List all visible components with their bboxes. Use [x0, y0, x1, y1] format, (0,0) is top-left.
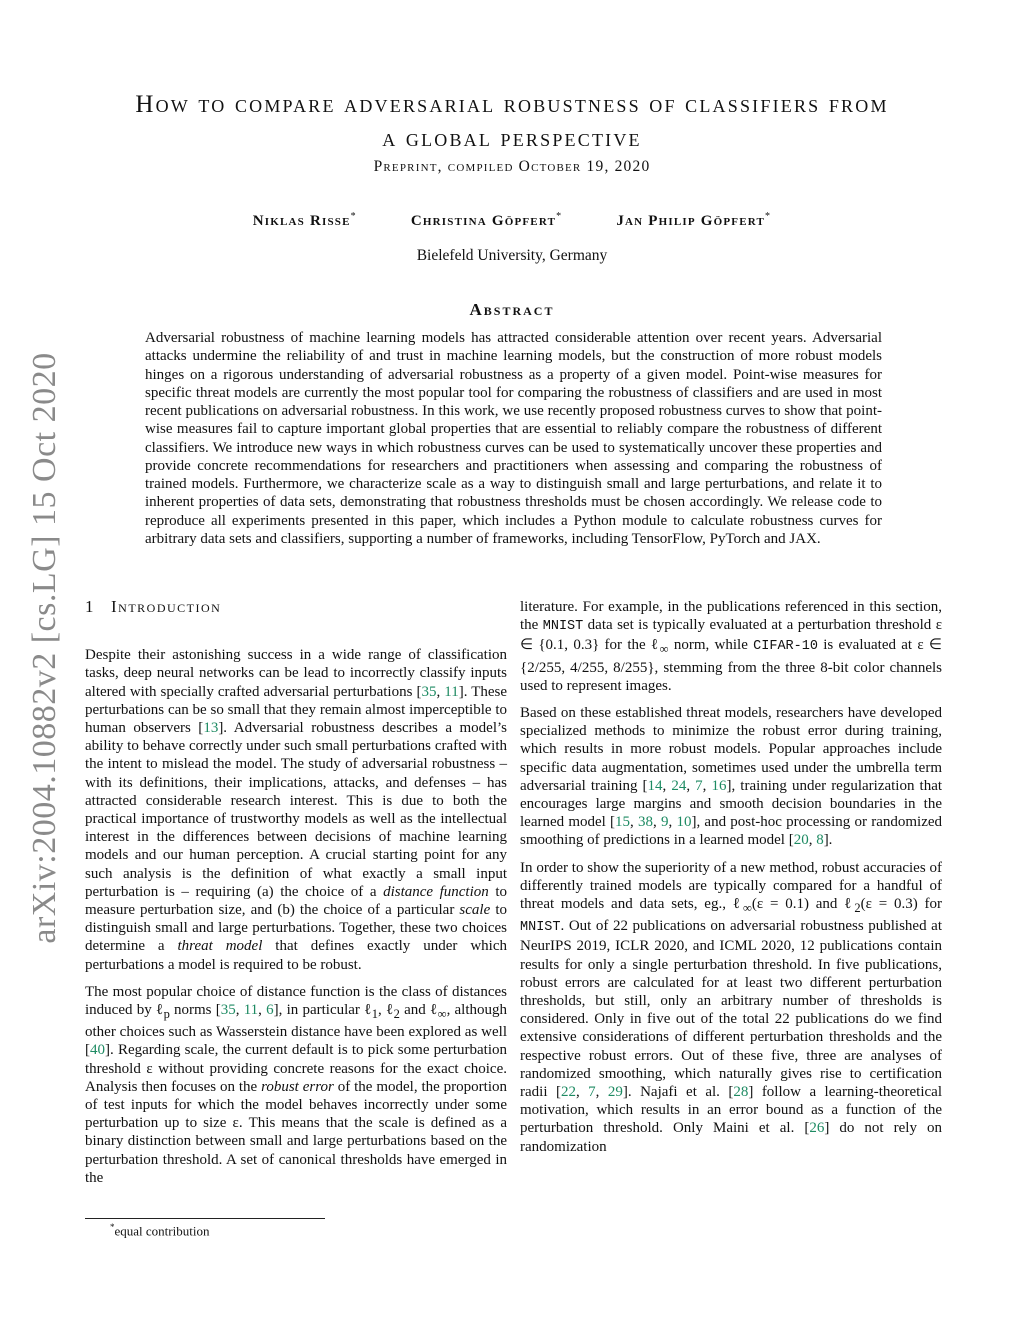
- text-run: ,: [653, 814, 661, 831]
- section-heading: [85, 598, 507, 616]
- text-run: ,: [808, 832, 817, 849]
- affiliation: Bielefeld University, Germany: [416, 247, 608, 264]
- text-run: ,: [686, 777, 696, 794]
- citation-link[interactable]: 22: [560, 1084, 576, 1101]
- section-title: Introduction: [111, 597, 222, 616]
- emphasis-text: distance function: [383, 883, 489, 900]
- footnote-rule: [85, 1218, 325, 1219]
- text-run: to measure perturbation size, and (b) the choice of a particular: [85, 883, 508, 919]
- math-subscript: ∞: [437, 1007, 447, 1022]
- citation-link[interactable]: 35: [421, 683, 437, 700]
- author: [253, 211, 357, 230]
- author: [411, 211, 562, 230]
- text-run: norm, while: [668, 637, 754, 654]
- citation-link[interactable]: 10: [676, 814, 692, 831]
- text-run: ]. These perturbations can be so small that they remain almost imperceptible to human observers [: [85, 683, 508, 737]
- citation-link[interactable]: 38: [638, 814, 654, 831]
- author-mark: *: [765, 211, 772, 222]
- text-run: and ℓ: [399, 1002, 438, 1019]
- citation-link[interactable]: 6: [266, 1002, 274, 1019]
- citation-link[interactable]: 9: [660, 814, 669, 831]
- paper-title: [0, 88, 1024, 156]
- text-run: ] follow a learning-theoretical motivation, which results in an error bound as a function of the perturbation threshold. Only Maini et al. [: [520, 1084, 942, 1137]
- text-run: to distinguish small and large perturbations. Together, these two choices determine a: [85, 902, 507, 955]
- text-run: ]. Adversarial robustness describes a model’s ability to behave correctly under such small perturbations crafted with the intent to mislead the model. The study of adversarial robustness – with its definitions, their implications, attacks, and defenses – has attracted considerable research interest. This is due to both the practical importance of trustworthy models as well as the intellectual interest in the differences between decisions of machine learning models and our human perception. A crucial starting point for any such analysis is the definition of what exactly a small input perturbation is – requiring (a) the choice of a: [85, 720, 507, 900]
- text-run: ,: [436, 683, 445, 700]
- abstract-text: Adversarial robustness of machine learning models has attracted considerable attention over recent years. Adversarial attacks undermine the reliability of and trust in machine learning models, but the construction of more robust models hinges on a rigorous understanding of adversarial robustness as a property of a given model. Point-wise measures for specific threat models are currently the most popular tool for comparing the robustness of classifiers and are used in most recent publications on adversarial robustness. In this work, we use recently proposed robustness curves to show that point-wise measures fail to capture important global properties that are essential to reliably compare the robustness of different classifiers. We introduce new ways in which robustness curves can be used to systematically uncover these properties and provide concrete recommendations for researchers and practitioners when assessing and comparing the robustness of trained models. Furthermore, we characterize scale as a way to distinguish small and large perturbations, and relate it to inherent properties of data sets, demonstrating that robustness thresholds must be chosen accordingly. We release code to reproduce all experiments presented in this paper, which includes a Python module to calculate robustness curves for arbitrary data sets and classifiers, supporting a number of frameworks, including TensorFlow, PyTorch and JAX.: [145, 330, 882, 547]
- dataset-name: MNIST: [542, 619, 584, 635]
- dataset-name: CIFAR-10: [753, 639, 818, 655]
- author-mark: *: [556, 211, 563, 222]
- citation-link[interactable]: 28: [733, 1084, 749, 1101]
- title-line-1: How to compare adversarial robustness of classifiers from: [135, 91, 889, 118]
- math-subscript: 2: [854, 901, 861, 916]
- text-run: of the model, the proportion of test inputs for which the model behaves incorrectly under some perturbation up to size ε. This means that the scale is defined as a binary distinction between small and large perturbations based on the perturbation threshold. A set of canonical thresholds have emerged in the: [85, 1078, 507, 1186]
- citation-link[interactable]: 29: [607, 1084, 623, 1101]
- text-run: , although other choices such as Wasserstein distance have been explored as well [: [85, 1002, 508, 1059]
- citation-link[interactable]: 20: [793, 832, 809, 849]
- math-subscript: 2: [393, 1007, 400, 1022]
- text-run: norms [: [169, 1002, 221, 1019]
- title-line-2: a global perspective: [382, 125, 642, 152]
- author: [616, 211, 771, 230]
- text-run: ,: [595, 1084, 608, 1101]
- citation-link[interactable]: 15: [615, 814, 631, 831]
- text-run: literature. For example, in the publications referenced in this section, the: [520, 599, 942, 634]
- section-number: 1: [85, 597, 95, 616]
- text-run: ,: [258, 1002, 267, 1019]
- text-run: ].: [823, 832, 833, 849]
- citation-link[interactable]: 13: [203, 720, 219, 737]
- math-subscript: ∞: [659, 642, 669, 657]
- footnote: [110, 1222, 209, 1239]
- footnote-text: equal contribution: [114, 1223, 210, 1239]
- text-run: ,: [235, 1002, 244, 1019]
- citation-link[interactable]: 7: [695, 777, 703, 794]
- author-name: Jan Philip Göpfert: [616, 213, 766, 229]
- citation-link[interactable]: 16: [711, 777, 727, 794]
- text-run: ,: [630, 814, 639, 831]
- citation-link[interactable]: 11: [243, 1002, 259, 1019]
- text-run: (ε = 0.1) and ℓ: [751, 896, 855, 913]
- text-run: ,: [702, 777, 712, 794]
- text-run: data set is typically evaluated at a perturbation threshold ε ∈ {0.1, 0.3} for the ℓ: [520, 617, 942, 654]
- text-run: ], training under regularization that encourages large margins and smooth decision boundaries in the learned model [: [520, 777, 943, 831]
- text-run: ], in particular ℓ: [273, 1002, 372, 1019]
- author-mark: *: [350, 211, 357, 222]
- text-run: ,: [668, 814, 677, 831]
- paragraph: [520, 859, 942, 1156]
- author-name: Christina Göpfert: [410, 213, 557, 229]
- paragraph: [85, 646, 507, 974]
- text-run: The most popular choice of distance function is the class of distances induced by ℓ: [85, 983, 507, 1019]
- paragraph: [520, 704, 942, 850]
- text-run: Despite their astonishing success in a wide range of classification tasks, deep neural networks can be lead to incorrectly classify inputs altered with specially crafted adversarial perturbations [: [85, 647, 507, 700]
- text-run: , ℓ: [378, 1002, 394, 1019]
- text-run: In order to show the superiority of a new method, robust accuracies of differently trained models are typically compared for a handful of threat models and data sets, eg., ℓ: [520, 859, 942, 913]
- right-column: [520, 598, 942, 1165]
- emphasis-text: robust error: [261, 1078, 334, 1095]
- citation-link[interactable]: 14: [647, 777, 663, 794]
- text-run: (ε = 0.3) for: [860, 896, 942, 913]
- paragraph: [520, 598, 942, 695]
- dataset-name: MNIST: [520, 920, 561, 936]
- citation-link[interactable]: 35: [220, 1002, 236, 1019]
- paragraph: [85, 983, 507, 1187]
- text-run: that defines exactly under which perturbations a model is required to be robust.: [85, 938, 507, 973]
- author-name: Niklas Risse: [252, 213, 351, 229]
- text-run: . Out of 22 publications on adversarial robustness published at NeurIPS 2019, ICLR 2020, and ICML 2020, 12 publications contain results for only a single perturbation threshold. In five publications, robust errors are calculated for at least two different perturbation thresholds, but still, only an arbitrary number of thresholds is considered. Only in five out of the total 22 publications do we find extensive considerations of different perturbation thresholds and the respective robust errors. Out of these five, three are analyses of randomized smoothing, which naturally gives rise to certification radii [: [520, 918, 942, 1101]
- math-subscript: ∞: [742, 901, 752, 916]
- emphasis-text: threat model: [177, 938, 263, 955]
- footnote-mark: *: [110, 1222, 115, 1232]
- text-run: is evaluated at ε ∈ {2/255, 4/255, 8/255}, stemming from the three 8-bit color channels used to represent images.: [520, 637, 942, 694]
- citation-link[interactable]: 40: [90, 1042, 105, 1059]
- author-list: [0, 211, 1024, 230]
- emphasis-text: scale: [459, 902, 491, 919]
- text-run: ]. Regarding scale, the current default is to pick some perturbation threshold ε without providing concrete reasons for the exact choice. Analysis then focuses on the: [85, 1042, 507, 1095]
- citation-link[interactable]: 8: [816, 832, 824, 849]
- citation-link[interactable]: 26: [809, 1120, 825, 1137]
- text-run: ,: [575, 1084, 589, 1101]
- text-run: ,: [662, 777, 672, 794]
- abstract-heading: Abstract: [469, 300, 555, 319]
- math-subscript: p: [163, 1007, 170, 1022]
- math-subscript: 1: [371, 1007, 379, 1022]
- preprint-date: Preprint, compiled October 19, 2020: [373, 158, 651, 175]
- arxiv-stamp: arXiv:2004.10882v2 [cs.LG] 15 Oct 2020: [26, 352, 63, 944]
- text-run: ]. Najafi et al. [: [622, 1084, 734, 1101]
- text-run: ], and post-hoc processing or randomized smoothing of predictions in a learned model [: [520, 814, 943, 849]
- text-run: ] do not rely on randomization: [520, 1120, 943, 1155]
- left-column: [85, 598, 507, 1196]
- citation-link[interactable]: 24: [671, 777, 687, 794]
- citation-link[interactable]: 11: [444, 683, 459, 700]
- text-run: Based on these established threat models, researchers have developed specialized methods to minimize the robust error during training, which results in more robust models. Popular approaches include specific data augmentation, sometimes used under the umbrella term adversarial training [: [520, 705, 942, 794]
- citation-link[interactable]: 7: [588, 1084, 596, 1101]
